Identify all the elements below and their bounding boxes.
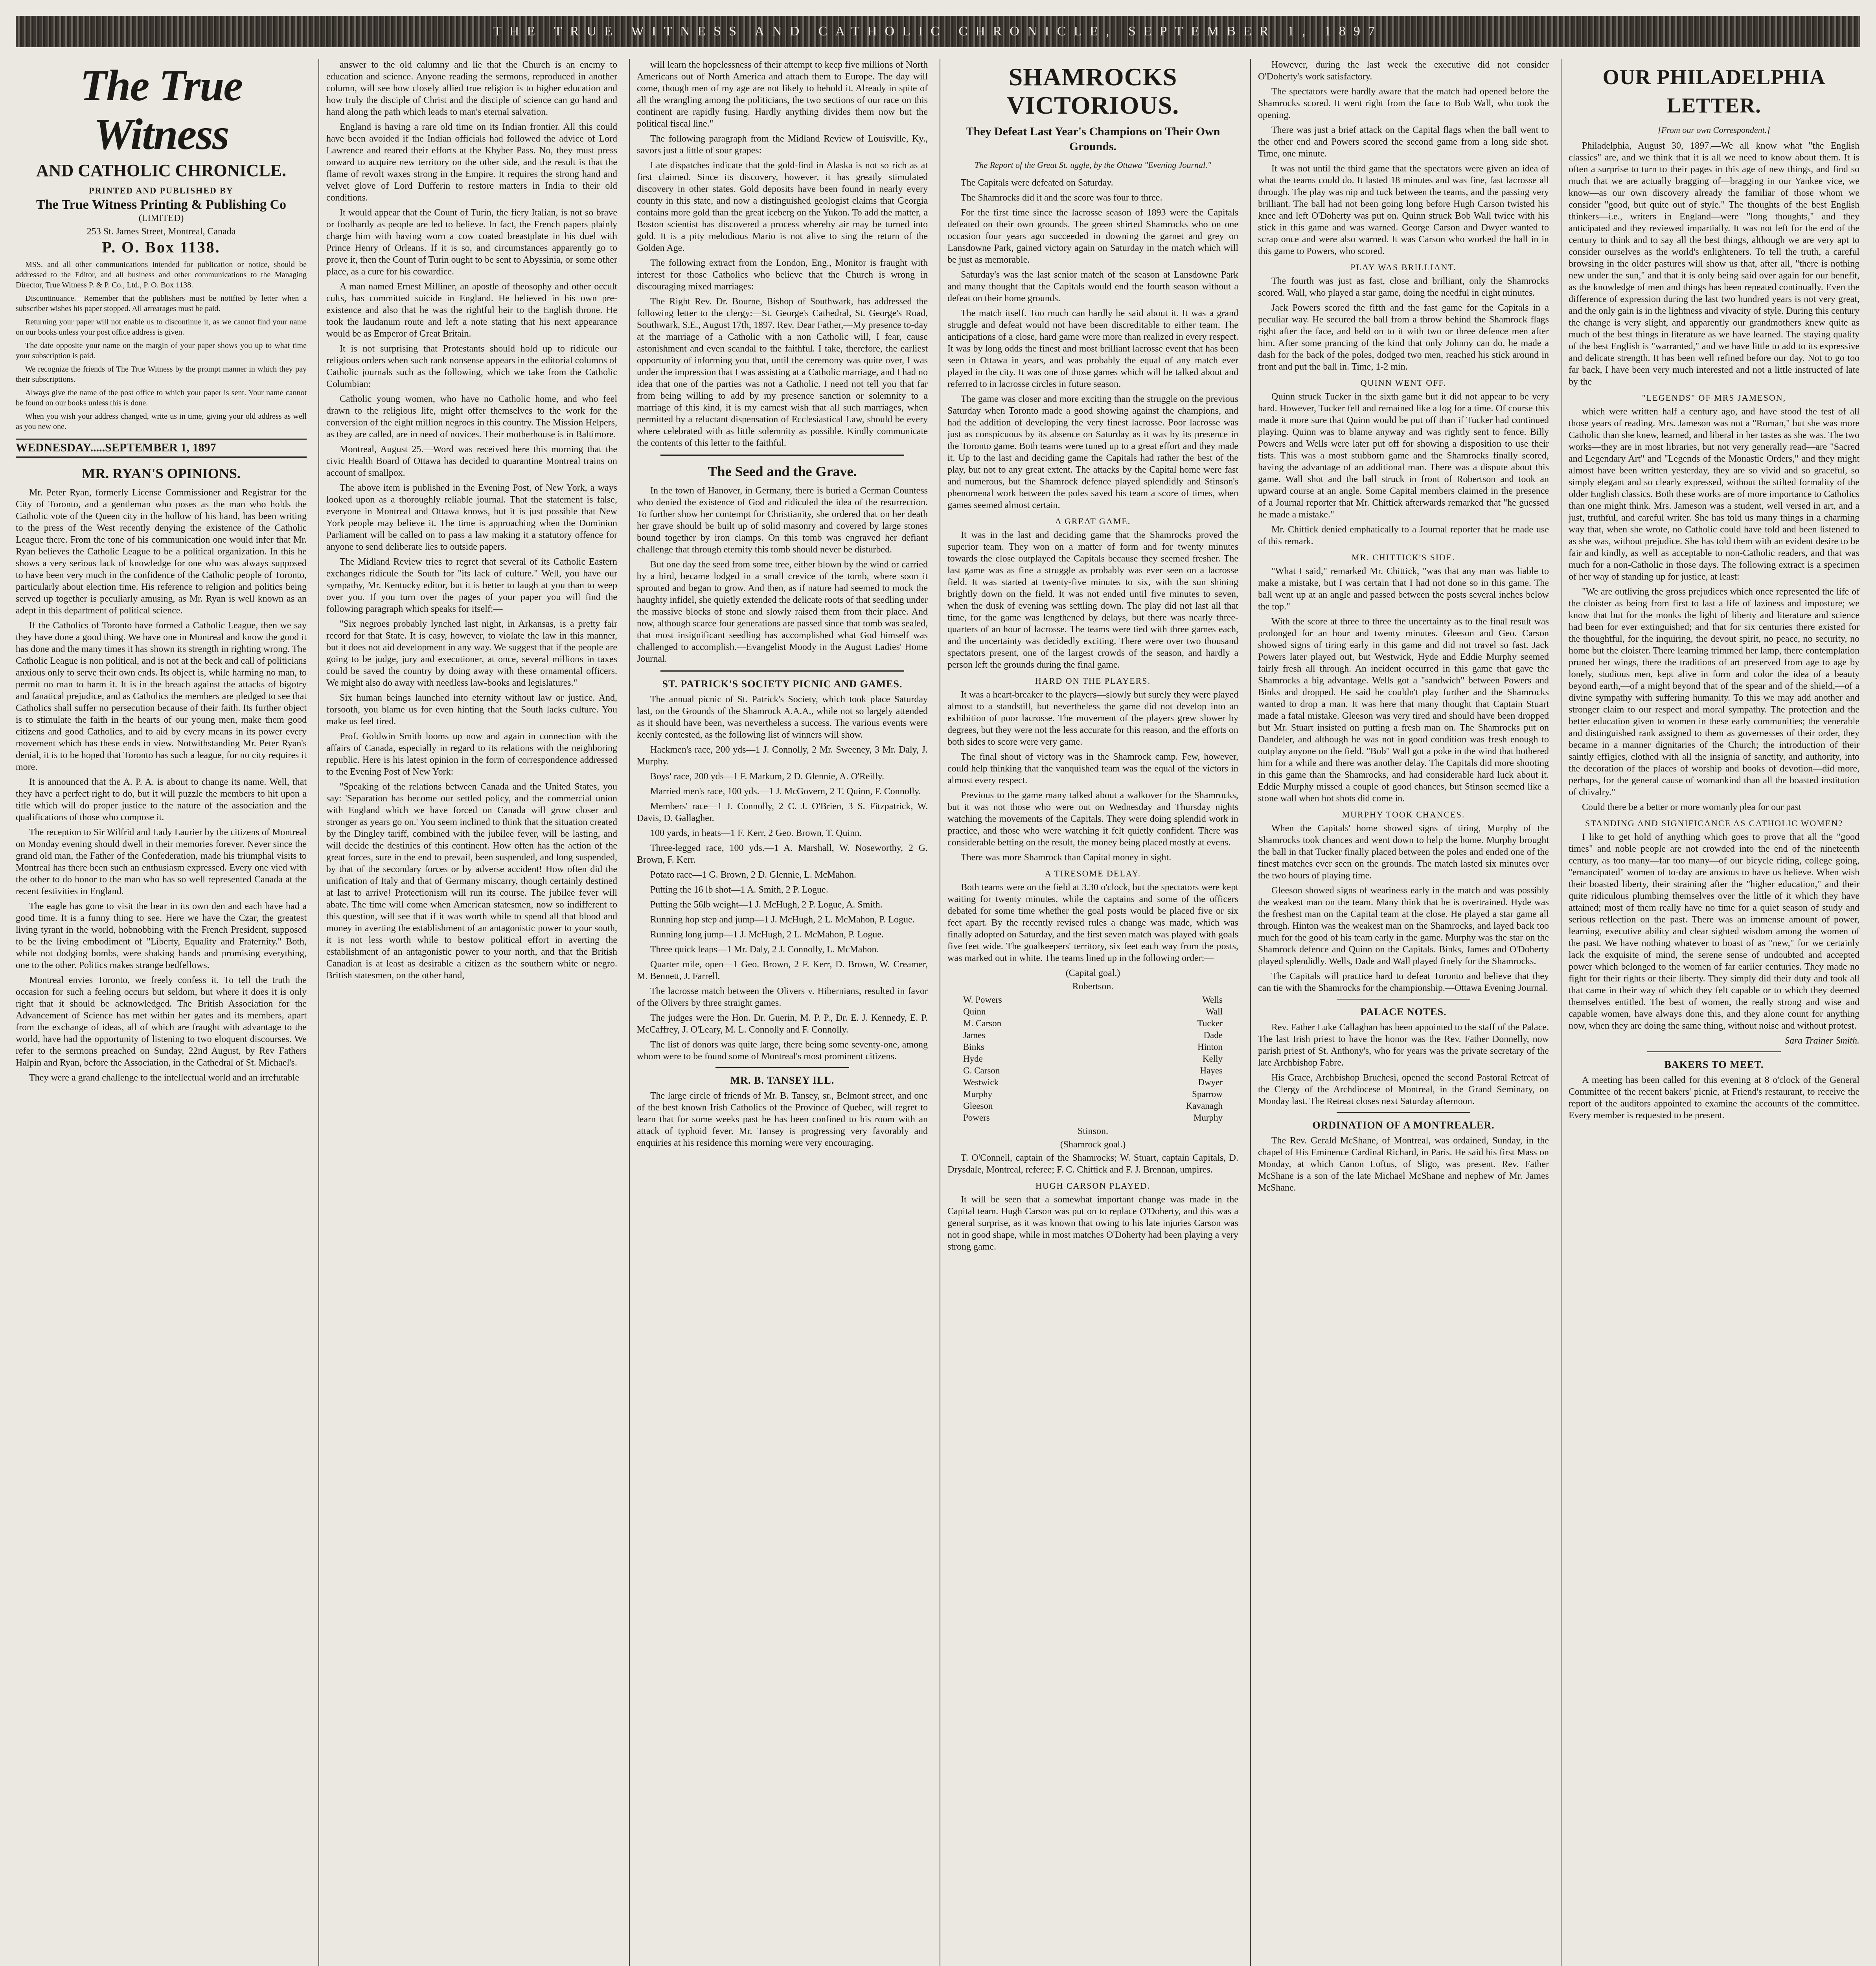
article-paragraph: Jack Powers scored the fifth and the fast game for the Capitals in a peculiar way. He secured the ball from a throw behind the Shamrock flags right after the face, and held on to it with two or three defence men after him. After some prancing of the kind that only Johnny can do, he made a dash for the back of the poles, dodged two men, reached his stick around in front and put the ball in. Time, 1-2 min. [1258,303,1549,372]
column-5 [1258,59,1549,1966]
section-divider [660,455,904,456]
article-paragraph: which were written half a century ago, and have stood the test of all those years of reading. Mrs. Jameson was not a "Roman," but she was more Catholic than she knew, learned, and liberal in her tastes as she was. The two works—they are in most libraries, but not very generally read—are "Sacred and Legendary Art" and "Legends of the Monastic Orders," and they might almost have been written yesterday, they are so vivid and so graceful, so simply elegant and so clearly expressed, without the stilted formality of the older English classics. Both these works are of more importance to Catholics than one might think. Mrs. Jameson was a student, well versed in art, and a just, truthful, and careful writer. She has told us many things in a charming way that, when she wrote, no Catholic could have told and been listened to as she was, without prejudice. She has told them with an evident desire to be fair and kindly, as well as acceptable to non-Catholic readers, and that was much for a non-Catholic in those days. The following extract is a specimen of her way of standing up for justice, at least: [1569,407,1859,582]
article-heading: MR. RYAN'S OPINIONS. [82,466,241,481]
article-paragraph: It is announced that the A. P. A. is about to change its name. Well, that they have a perfect right to do, but it will puzzle the members to hit upon a title which will do proper justice to the nature of the association and the qualifications of those who compose it. [16,777,307,823]
article-paragraph: The reception to Sir Wilfrid and Lady Laurier by the citizens of Montreal on Monday evening should dwell in their memories forever. Never since the grand old man, the Father of the Confederation, made his triumphal visits to Montreal has there been such an enthusiasm expressed. Every one vied with the other to do honor to the man who has so well represented Canada at the recent festivities in England. [16,827,307,896]
column-2 [326,59,617,1966]
article-paragraph: His Grace, Archbishop Bruchesi, opened the second Pastoral Retreat of the Clergy of the Archdiocese of Montreal, in the Grand Seminary, on Monday last. The Retreat closes next Saturday afternoon. [1258,1073,1549,1106]
article-paragraph: The Capitals will practice hard to defeat Toronto and believe that they can tie with the Shamrocks for the championship.—Ottawa Evening Journal. [1258,971,1549,993]
article-paragraph: The Shamrocks did it and the score was four to three. [961,193,1162,203]
article-paragraph: Catholic young women, who have no Catholic home, and who feel drawn to the religious life, might offer themselves to the work for the conversion of the eight million negroes in this country. The Mission Helpers, as they are called, are in need of novices. Their motherhouse is in Baltimore. [326,394,617,440]
list-item: Quarter mile, open—1 Geo. Brown, 2 F. Kerr, D. Brown, W. Creamer, M. Bennett, J. Farrell. [637,959,928,981]
list-item: Potato race—1 G. Brown, 2 D. Glennie, L. McMahon. [650,870,856,880]
lineup-row: G. Carson Hayes [963,1066,1223,1075]
list-item: Members' race—1 J. Connolly, 2 C. J. O'Brien, 3 S. Fitzpatrick, W. Davis, D. Gallagher. [637,801,928,823]
article-paragraph: answer to the old calumny and lie that the Church is an enemy to education and science. Anyone reading the sermons, reproduced in another column, will see how closely allied true religion is to higher education and how truly the disciple of Christ and the disciple of science can go hand and hand along the path which leads to man's eternal salvation. [326,60,617,117]
list-item: Running long jump—1 J. McHugh, 2 L. McMahon, P. Logue. [650,930,884,940]
article-paragraph: Mr. Chittick denied emphatically to a Journal reporter that he made use of this remark. [1258,525,1549,547]
list-item: Putting the 56lb weight—1 J. McHugh, 2 P. Logue, A. Smith. [650,900,883,910]
article-paragraph: It was not until the third game that the spectators were given an idea of what the teams could do. It lasted 18 minutes and was fine, fast lacrosse all through. The play was nip and tuck between the teams, and the passing very brilliant. The ball had not been going long before Hugh Carson twisted his knee and left O'Doherty was put on. Quinn struck Bob Wall twice with his stick in this game and was warned. George Carson and Dwyer wanted to scrap once and were also warned. It was Carson who worked the ball in in this game to Powers, who scored. [1258,164,1549,256]
section-divider [1337,999,1470,1000]
lineup-row: Quinn Wall [963,1007,1223,1016]
lineup-row: W. Powers Wells [963,995,1223,1005]
list-item: Three quick leaps—1 Mr. Daly, 2 J. Connolly, L. McMahon. [650,944,879,955]
article-paragraph: It was in the last and deciding game that the Shamrocks proved the superior team. They won on a matter of form and for twenty minutes towards the close outplayed the Capitals because they seemed fresher. The last game was as fine a struggle as probably was ever seen on a lacrosse field. It was started at twenty-five minutes to six, with the sun shining brightly down on the field. It was not ended until five minutes to seven, when the dusk of evening was settling down. The play did not last all that time, for the game was lengthened by delays, but there was nearly three-quarters of an hour of lacrosse. The teams were tied with three games each, and the uncertainty was decidedly exciting. There were over two thousand spectators present, one of the largest crowds of the season, and hardly a person left the grounds during the final game. [947,530,1238,670]
article-paragraph: It would appear that the Count of Turin, the fiery Italian, is not so brave or foolhardy as people are led to believe. In fact, the French papers plainly charge him with having worn a cow coated breastplate in his duel with Prince Henry of Orleans. If it is so, and circumstances apparently go to prove it, then the Count of Turin ought to be sent to Abyssinia, or some other place, as a cure for his cowardice. [326,208,617,277]
article-paragraph: The Right Rev. Dr. Bourne, Bishop of Southwark, has addressed the following letter to the clergy:—St. George's Cathedral, St. George's Road, Southwark, S.E., August 17th, 1897. Rev. Dear Father,—My presence to-day at the marriage of a Catholic with a non Catholic will, I fear, cause astonishment and even scandal to the faithful. I take, therefore, the earliest opportunity of informing you that, until the ceremony was quite over, I was under the impression that I was assisting at a Catholic marriage, and I had no idea that one of the parties was not a Catholic. I need not tell you that far from being willing to add by my presence sanction or solemnity to a marriage of this kind, it is my earnest wish that all such marriages, when permitted by a reluctant dispensation of Ecclesiastical Law, should be every where celebrated with as little solemnity as possible. Kindly communicate the contents of this letter to the faithful. [637,296,928,448]
article-paragraph: The list of donors was quite large, there being some seventy-one, among whom were to be found some of Montreal's most prominent citizens. [637,1040,928,1062]
article-paragraph: The judges were the Hon. Dr. Guerin, M. P. P., Dr. E. J. Kennedy, E. P. McCaffrey, J. O'Leary, M. L. Connolly and F. Connolly. [637,1013,928,1035]
article-paragraph: A man named Ernest Milliner, an apostle of theosophy and other occult cults, has committed suicide in England. He believed in his own pre-existence and also that he was the rightful heir to the English throne. He took the laudanum route and left a note stating that his next appearance would be as Emperor of Great Britain. [326,282,617,339]
running-header: THE TRUE WITNESS AND CATHOLIC CHRONICLE, SEPTEMBER 1, 1897 [16,16,1860,47]
article-paragraph: Both teams were on the field at 3.30 o'clock, but the spectators were kept waiting for twenty minutes, while the captains and some of the officers debated for some time whether the goal posts would be placed five or six feet apart. By the recently revised rules a change was made, which was finally adopted on Saturday, and the first seven match was played with goals five feet wide. The goalkeepers' territory, six feet each way from the posts, was marked out in white. The teams lined up in the following order:— [947,882,1238,963]
article-heading: The Seed and the Grave. [708,464,857,479]
column-3 [637,59,928,1966]
article-paragraph: The Rev. Gerald McShane, of Montreal, was ordained, Sunday, in the chapel of His Eminence Cardinal Richard, in Paris. He said his first Mass on Monday, at which Canon Loftus, of Sligo, was present. Rev. Father McShane is a son of the late Michael McShane and nephew of Mr. James McShane. [1258,1136,1549,1193]
subsection-heading: HUGH CARSON PLAYED. [1035,1181,1151,1191]
article-paragraph: Late dispatches indicate that the gold-find in Alaska is not so rich as at first claimed. Since its discovery, however, it has greatly stimulated discovery in other states. Gold deposits have been found in nearly every county in this state, and now a distinguished geologist claims that Georgia contains more gold than the great iceberg on the Yukon. To add the matter, a Boston scientist has discovered a process whereby air may be turned into gold. It is a pity melodious Mario is not alive to sing the return of the Golden Age. [637,160,928,253]
article-subdeck: The Report of the Great St. uggle, by the Ottawa "Evening Journal." [975,160,1211,170]
subsection-heading: MR. CHITTICK'S SIDE. [1352,552,1455,562]
article-paragraph: If the Catholics of Toronto have formed a Catholic League, then we say they have done a good thing. We have one in Montreal and know the good it has done and the many times it has shown its strength in righting wrong. The Catholic League is non political, and is not at the beck and call of politicians anxious only to serve their own ends. Its object is, while harming no man, to permit no man to harm it. It is in the breach against the attacks of bigotry and fanatical prejudice, and as Catholics the members are pledged to see that Catholics shall suffer no persecution because of their faith. Its further object is to stimulate the faith in the hearts of our young men, make them good citizens and good Catholics, and to aid by every means in its power every movement which has these ends in view. Notwithstanding Mr. Peter Ryan's denial, it is to be hoped that Toronto has such a league, for no city requires it more. [16,620,307,772]
list-item: 100 yards, in heats—1 F. Kerr, 2 Geo. Brown, T. Quinn. [650,828,862,838]
lineup-row: Gleeson Kavanagh [963,1101,1223,1111]
article-paragraph: T. O'Connell, captain of the Shamrocks; W. Stuart, captain Capitals, D. Drysdale, Montreal, referee; F. C. Chittick and F. J. Brennan, umpires. [947,1153,1238,1175]
lineup-row: James Dade [963,1030,1223,1040]
article-paragraph: The lacrosse match between the Olivers v. Hibernians, resulted in favor of the Olivers by three straight games. [637,986,928,1008]
article-paragraph: The fourth was just as fast, close and brilliant, only the Shamrocks scored. Wall, who played a star game, doing the needful in eight minutes. [1258,276,1549,298]
article-paragraph: It was a heart-breaker to the players—slowly but surely they were played almost to a standstill, but nevertheless the game did not develop into an exhibition of poor lacrosse. The movement of the players grew slower by degrees, but they were not the less accurate for this reason, and the efforts on both sides to score were very game. [947,690,1238,747]
article-paragraph: The Midland Review tries to regret that several of its Catholic Eastern exchanges ridicule the South for "its lack of culture." Well, you have our sympathy, Mr. Kentucky editor, but it is better to laugh at you than to weep over you. If you turn over the pages of your paper you will find the following paragraph which speaks for itself:— [326,557,617,614]
article-paragraph: The final shout of victory was in the Shamrock camp. Few, however, could help thinking that the vanquished team was the equal of the victors in almost every respect. [947,752,1238,786]
article-paragraph: The match itself. Too much can hardly be said about it. It was a grand struggle and defeat would not have been discreditable to either team. The anticipations of a close, hard game were more than realized in every respect. It was by long odds the finest and most brilliant lacrosse event that has been seen in Ottawa in years, and was probably the equal of any match ever played in the city. It was one of those games which will be talked about and referred to in lacrosse circles in future season. [947,308,1238,389]
masthead-subtitle: AND CATHOLIC CHRONICLE. [36,161,287,180]
article-paragraph: It will be seen that a somewhat important change was made in the Capital team. Hugh Carson was put on to replace O'Doherty, and this was a general surprise, as it was known that owing to his late injuries Carson was not in good shape, while in most matches O'Doherty had been playing a very strong game. [947,1195,1238,1252]
article-paragraph: England is having a rare old time on its Indian frontier. All this could have been avoided if the Indian officials had followed the advice of Lord Lawrence and reared their efforts at the Khyber Pass. No, they must press onward to acquire new territory on the other side, and the result is that the flame of revolt waxes strong in the Empire. It requires the strong hand and velvet glove of Lord Dufferin to restore matters in India to their old conditions. [326,122,617,203]
article-paragraph: Quinn struck Tucker in the sixth game but it did not appear to be very hard. However, Tucker fell and remained like a log for a time. Of course this made it more sure that Quinn would be put off than if Tucker had continued playing. Quinn was to blame anyway and was rightly sent to fence. Billy Powers and Wells were later put off for showing a disposition to use their fists. This was a most stubborn game and the Shamrocks finally scored, having the advantage of an additional man. There was a dispute about this game. Wall shot and the ball struck in front of Robertson and took an upward course at an angle. Some Capital members claimed in the presence of a Journal reporter that Mr. Chittick afterwards remarked that "he guessed he made a mistake." [1258,392,1549,520]
subsection-heading: A GREAT GAME. [1055,516,1131,526]
article-paragraph: Prof. Goldwin Smith looms up now and again in connection with the affairs of Canada, especially in regard to its relations with the neighboring republic. Here is his latest opinion in the form of correspondence addressed to the Evening Post of New York: [326,731,617,777]
article-paragraph: Saturday's was the last senior match of the season at Lansdowne Park and many thought that the Capitals would end the fourth season without a defeat on their home grounds. [947,270,1238,304]
article-paragraph: In the town of Hanover, in Germany, there is buried a German Countess who denied the existence of God and ridiculed the idea of the resurrection. To further show her contempt for Christianity, she ordered that on her death her grave should be built up of solid masonry and covered by large stones bound together by iron clamps. On this tomb was engraved her defiant challenge that through eternity this tomb should never be disturbed. [637,486,928,555]
author-signature: Sara Trainer Smith. [1784,1036,1859,1046]
notice-paragraph: Always give the name of the post office to which your paper is sent. Your name cannot be found on our books unless this is done. [16,388,307,407]
column-6 [1569,59,1859,1966]
article-paragraph: "What I said," remarked Mr. Chittick, "was that any man was liable to make a mistake, but I was certain that I had not done so in this game. The ball went up at an angle and passed between the posts several inches below the top." [1258,566,1549,612]
subsection-heading: MURPHY TOOK CHANCES. [1342,810,1465,819]
article-deck: They Defeat Last Year's Champions on Their Own Grounds. [966,125,1220,153]
article-paragraph: When the Capitals' home showed signs of tiring, Murphy of the Shamrocks took chances and went down to help the home. Murphy brought the ball in that Tucker finally placed between the poles and ended one of the finest matches ever seen on the grounds. The match lasted six minutes over the two hours of playing time. [1258,823,1549,881]
article-paragraph: The following paragraph from the Midland Review of Louisville, Ky., savors just a little of sour grapes: [637,134,928,156]
article-heading: MR. B. TANSEY ILL. [730,1075,835,1086]
notice-paragraph: Discontinuance.—Remember that the publishers must be notified by letter when a subscriber wishes his paper stopped. All arrearages must be paid. [16,294,307,313]
article-paragraph: "Six negroes probably lynched last night, in Arkansas, is a pretty fair record for that State. It is easy, however, to violate the law in this manner, but it does not aid development in any way. We suggest that if the people are going to be judge, jury and executioner, at once, several millions in taxes could be saved the country by doing away with these ornamental officers. We might also do away with needless law-books and legislatures." [326,619,617,688]
subsection-heading: HARD ON THE PLAYERS. [1035,676,1151,686]
column-rule [318,59,319,1966]
article-paragraph: Rev. Father Luke Callaghan has been appointed to the staff of the Palace. The last Irish priest to have the honor was the Rev. Father Donnelly, now parish priest of St. Anthony's, who for years was the private secretary of the late Archbishop Fabre. [1258,1022,1549,1068]
section-divider [660,670,904,672]
article-credit: [From our own Correspondent.] [1658,125,1770,135]
article-banner: SHAMROCKS VICTORIOUS. [1006,63,1179,119]
article-heading: PALACE NOTES. [1360,1006,1447,1018]
article-paragraph: The eagle has gone to visit the bear in its own den and each have had a good time. It is a funny thing to see. Here we have the Czar, the greatest living tyrant in the world, hobnobbing with the French President, supposed to be the living embodiment of "Liberty, Equality and Fraternity." Both, while not dodging bombs, were shaking hands and promising everything, one to the other. Politics makes strange bedfellows. [16,901,307,970]
notice-paragraph: The date opposite your name on the margin of your paper shows you up to what time your subscription is paid. [16,341,307,360]
article-paragraph: I like to get hold of anything which goes to prove that all the "good times" and noble people are not crowded into the end of the nineteenth century, as too many—far too many—of our bicycle riding, college going, "emancipated" women of to-day are anxious to have us believe. When wish their boasted liberty, their straining after the "higher education," and their quite ridiculous plumbing themselves over the little of it which they have attained; most of them really have no time for a quiet season of study and serious reflection on the past. There was an immense amount of power, learning, executive ability and clear sighted wisdom among the women of the past. We have nothing whatever to boast of as "new," for we certainly lack the exquisite of mind, the serene sense of undoubted and accepted power which belonged to the women of far earlier centuries. They made no fight for their rights or their liberty. They simply did their duty and took all that came in their way of which they felt capable or to which they deemed themselves entitled. The best of women, the really strong and wise and capable women, have always done this, and they alone count for anything now, when they are doing the same thing, without noise and without protest. [1569,832,1859,1031]
lineup-row: Binks Hinton [963,1042,1223,1052]
article-paragraph: The above item is published in the Evening Post, of New York, a ways looked upon as a thoroughly reliable journal. That the statement is false, everyone in Montreal and Ottawa knows, but it is just possible that New York people may believe it. The time is approaching when the Dominion Parliament will be called on to pass a law making it a statutory offence for anyone to send deliberate lies to outside papers. [326,483,617,552]
list-item: Running hop step and jump—1 J. McHugh, 2 L. McMahon, P. Logue. [650,915,915,925]
lineup-row: Powers Murphy [963,1113,1223,1123]
article-paragraph: Mr. Peter Ryan, formerly License Commissioner and Registrar for the City of Toronto, and a gentleman who poses as the man who holds the Catholic vote of the Queen city in the hollow of his hand, has been writing to the press of the West recently denying the existence of the Catholic League there. From the tone of his communication one would infer that Mr. Ryan believes the Catholic League to be a political organization. In this he shows a very serious lack of knowledge for one who was always supposed to have been very much in the confidence of the Catholic people of Toronto, particularly about election time. His reference to religion and politics being served up together is peculiarly amusing, as Mr. Ryan is well known as an adept in this department of political science. [16,488,307,616]
article-paragraph: The annual picnic of St. Patrick's Society, which took place Saturday last, on the Grounds of the Shamrock A.A.A., while not so largely attended as it should have been, was nevertheless a success. The various events were keenly contested, as the following list of winners will show. [637,694,928,740]
section-divider [1337,1112,1470,1113]
section-divider [715,1067,849,1068]
article-paragraph: will learn the hopelessness of their attempt to keep five millions of North Americans out of North America and attach them to Europe. The day will come, though men of my age are not likely to behold it. Already in spite of all the wrangling among the politicians, the two sections of our race on this continent are rapidly fusing. Hardly anything divides them now but the political fiscal line." [637,60,928,129]
article-paragraph: "Speaking of the relations between Canada and the United States, you say: 'Separation has become our settled policy, and the commercial union with England which we have forced on Canada will grow closer and stronger as years go on.' You seem inclined to think that the situation created by the Dingley tariff, combined with the jubilee fever, will be lasting, and will decide the destinies of this continent. How often has the action of the great forces, sure in the end to prevail, been suspended, and long suspended, by that of the secondary forces or by adverse accident! How often did the unification of Italy and that of Germany miscarry, though certainly destined at last to arrive! Protectionism will run its course. The jubilee fever will abate. The time will come when American statesmen, now so indifferent to this question, will see that if it was worth while to spend all that blood and money in averting the establishment of an antagonistic power to your south, it is not less worth while to bestow political effort in averting the establishment of an antagonistic power to your north, and that the British Canadian is at least as desirable a citizen as the southern white or negro. British statesmen, on the other hand, [326,782,617,981]
article-paragraph: Montreal, August 25.—Word was received here this morning that the civic Health Board of Ottawa has decided to quarantine Montreal trains on account of smallpox. [326,444,617,478]
article-paragraph: "We are outliving the gross prejudices which once represented the life of the cloister as being from first to last a life of laziness and imposture; we know that but for the monks the light of liberty and literature and science had been for ever extinguished; and that for six centuries there existed for the thoughtful, for the inquiring, the devout spirit, no peace, no security, no home but the cloister. There learning trimmed her lamp, there contemplation pruned her wings, there the traditions of art preserved from age to age by lonely, studious men, kept alive in form and color the idea of a beauty beyond earth,—of a might beyond that of the spear and of the shield,—of a divine sympathy with suffering humanity. To this we may add another and stronger claim to our respect and moral sympathy. The protection and the better education given to women in these early communities; the venerable and distinguished rank assigned to them as governesses of their order, they became in a manner dignitaries of the Church; the introduction of their saintly effigies, clothed with all the insignia of sanctity, and authority, into the decoration of the places of worship and books of devotion—did more, perhaps, for the general cause of womankind than all the boasted institution of chivalry." [1569,587,1859,797]
article-paragraph: The following extract from the London, Eng., Monitor is fraught with interest for those Catholics who believe that the Church is wrong in discouraging mixed marriages: [637,258,928,292]
article-paragraph: The spectators were hardly aware that the match had opened before the Shamrocks scored. It went right from the face to Bob Wall, who took the opening. [1258,87,1549,120]
column-1 [16,59,307,1966]
article-paragraph: A meeting has been called for this evening at 8 o'clock of the General Committee of the recent bakers' picnic, at Friend's restaurant, to receive the report of the auditors appointed to examine the accounts of the committee. Every member is requested to be present. [1569,1075,1859,1121]
article-banner: OUR PHILADELPHIA LETTER. [1602,65,1826,117]
lineup-goalkeeper: Stinson. [1077,1126,1109,1136]
lineup-row: Westwick Dwyer [963,1077,1223,1087]
article-paragraph: Previous to the game many talked about a walkover for the Shamrocks, but it was not those who were out on Wednesday and Thursday nights watching the movements of the Capitals. They were doing splendid work in practice, and those who were watching it felt quietly confident. There was considerable betting on the result, the money being placed mostly at evens. [947,790,1238,848]
article-paragraph: Six human beings launched into eternity without law or justice. And, forsooth, you blame us for even hinting that the South lacks culture. You make us feel tired. [326,693,617,727]
article-paragraph: There was just a brief attack on the Capital flags when the ball went to the other end and Powers scored the second game from a long side shot. Time, one minute. [1258,125,1549,159]
printed-by: PRINTED AND PUBLISHED BY [89,186,234,195]
subsection-heading: QUINN WENT OFF. [1360,378,1447,388]
lineup-goalkeeper: Robertson. [1072,981,1114,992]
subsection-heading: A TIRESOME DELAY. [1045,869,1141,878]
section-divider [1647,1051,1781,1052]
list-item: Boys' race, 200 yds—1 F. Markum, 2 D. Glennie, A. O'Reilly. [650,771,885,782]
publisher-limited: (LIMITED) [138,213,184,223]
lineup-row: Murphy Sparrow [963,1089,1223,1099]
publisher-address: 253 St. James Street, Montreal, Canada [86,226,236,237]
list-item: Hackmen's race, 200 yds—1 J. Connolly, 2 Mr. Sweeney, 3 Mr. Daly, J. Murphy. [637,745,928,767]
list-item: Married men's race, 100 yds.—1 J. McGovern, 2 T. Quinn, F. Connolly. [650,786,921,797]
list-item: Three-legged race, 100 yds.—1 A. Marshall, W. Noseworthy, 2 G. Brown, F. Kerr. [637,843,928,865]
lineup-heading: (Shamrock goal.) [1060,1139,1126,1150]
article-paragraph: Gleeson showed signs of weariness early in the match and was possibly the weakest man on the team. Many think that he is overtrained. Hyde was the freshest man on the Capital team at the close. He played a star game all through. Hinton was the weakest man on the Shamrocks, and layed back too much for the good of his team early in the game. Murphy was the star on the Shamrock defence and Quinn on the Capitals. Binks, James and O'Doherty played splendidly. Wells, Dade and Wall played finely for the Shamrocks. [1258,885,1549,966]
article-heading: ORDINATION OF A MONTREALER. [1312,1119,1495,1131]
column-4 [947,59,1238,1966]
article-paragraph: With the score at three to three the uncertainty as to the final result was prolonged for an hour and twenty minutes. Gleeson and Geo. Carson showed signs of tiring early in this game and did not travel so fast. Jack Powers later played out, but Westwick, Hyde and Eddie Murphy seemed fairly fresh all through. An incident occurred in this game that gave the Shamrocks a big advantage. Wells got a "sandwich" between Powers and Binks and dropped. He said he couldn't play further and the Shamrocks wanted to drop a man. It was here that many thought that Captain Stuart made a fatal mistake. Gleeson was very tired and should have been dropped but Mr. Stuart insisted on putting a fresh man on. The Shamrocks put on Dandeler, and although he was not in good condition was fresh enough to outplay anyone on the field. "Bob" Wall got a poke in the wind that bothered him for a while and there was another delay. The Capitals did more shooting in this game than the Shamrocks, and had considerable hard luck about it. Eddie Murphy missed a couple of good chances, but Stinson seemed like a stone wall when hot shots did come in. [1258,617,1549,804]
pobox: P. O. Box 1138. [102,238,221,256]
newspaper-page [16,16,1860,1966]
notice-paragraph: Returning your paper will not enable us to discontinue it, as we cannot find your name on our books unless your post office address is given. [16,318,307,337]
subsection-heading: PLAY WAS BRILLIANT. [1350,262,1457,272]
article-paragraph: It is not surprising that Protestants should hold up to ridicule our religious orders when such rank nonsense appears in the editorial columns of Catholic journals such as the following, which we take from the Catholic Columbian: [326,344,617,389]
publisher-name: The True Witness Printing & Publishing Co [36,197,287,212]
article-heading: ST. PATRICK'S SOCIETY PICNIC AND GAMES. [662,678,903,690]
subsection-heading: STANDING AND SIGNIFICANCE AS CATHOLIC WOMEN? [1585,818,1843,828]
notice-paragraph: MSS. and all other communications intended for publication or notice, should be addressed to the Editor, and all business and other communications to the Managing Director, True Witness P. & P. Co., Ltd., P. O. Box 1138. [16,260,307,289]
column-rule [1250,59,1251,1966]
article-paragraph: However, during the last week the executive did not consider O'Doherty's work satisfactory. [1258,60,1549,82]
lineup-row: Hyde Kelly [963,1054,1223,1064]
article-paragraph: The Capitals were defeated on Saturday. [961,178,1113,188]
notice-paragraph: When you wish your address changed, write us in time, giving your old address as well as you new one. [16,412,307,431]
notice-paragraph: We recognize the friends of The True Witness by the prompt manner in which they pay their subscriptions. [16,365,307,384]
article-paragraph: But one day the seed from some tree, either blown by the wind or carried by a bird, became lodged in a small crevice of the tomb, where soon it sprouted and began to grow. And then, as if nature had seemed to mock the haughty infidel, she quietly extended the delicate roots of that seedling under the massive blocks of stone and slowly raised them from their place. And now, although scarce four generations are passed since that tomb was sealed, that most insignificant seedling has accomplished what God himself was challenged to accomplish.—Evangelist Moody in the August Ladies' Home Journal. [637,560,928,664]
article-paragraph: The game was closer and more exciting than the struggle on the previous Saturday when Toronto made a good showing against the champions, and had the addition of developing the very finest lacrosse. Poor lacrosse was just as conspicuous by its absence on Saturday as it was by its presence in the Toronto game. Both teams were tuned up to a great effort and they made it. Up to the last and deciding game the Capitals had rather the best of the play, but not to any great extent. The attacks by the Capital home were fast and numerous, but the Shamrock defence played splendidly and Stinson's phenomenal work between the poles saved his team a score of times, when games seemed almost certain. [947,394,1238,510]
article-paragraph: Could there be a better or more womanly plea for our past [1582,802,1801,812]
article-paragraph: The large circle of friends of Mr. B. Tansey, sr., Belmont street, and one of the best known Irish Catholics of the Province of Quebec, will regret to learn that for some weeks past he has been confined to his room with an attack of typhoid fever. Mr. Tansey is progressing very favorably and enquiries at his residence this morning were very encouraging. [637,1091,928,1148]
article-paragraph: For the first time since the lacrosse season of 1893 were the Capitals defeated on their own grounds. The green shirted Shamrocks who on one occasion four years ago succeeded in downing the garnet and grey on Lansdowne Park, gained victory again on Saturday in the match which will be just as memorable. [947,208,1238,265]
lineup-heading: (Capital goal.) [1065,968,1120,978]
article-heading: BAKERS TO MEET. [1664,1059,1764,1070]
article-paragraph: Montreal envies Toronto, we freely confess it. To tell the truth the occasion for such a feeling occurs but seldom, but where it does it is only right that it should be acknowledged. The British Association for the Advancement of Science has met within her gates and its members, apart from the exchange of ideas, all of which are fraught with advantage to the world, have had the opportunity of listening to two eloquent discourses. We refer to the sermons preached on Sunday, 22nd August, by Rev Fathers Halpin and Ryan, before the Association, in the Cathedral of St. Michael's. [16,975,307,1068]
list-item: Putting the 16 lb shot—1 A. Smith, 2 P. Logue. [650,885,828,895]
column-rule [629,59,630,1966]
article-paragraph: Philadelphia, August 30, 1897.—We all know what "the English classics" are, and we think that it is all we need to know about them. It is often a surprise to turn to their pages in this age of new things, and find so much that we are actually bragging of—bragging in our Yankee vice, we know—as our own discovery already the familiar of those whom we consider "good, but quite out of style." The thoughts of the best English thinkers—i.e., writers in England—were "long thoughts," and they anticipated and they reviewed impartially. It was not left for the end of the century to think and to say all the best things, although we are very apt to consider ourselves as the world's enlighteners. To tell the truth, a careful browsing in the older pastures will show us that, after all, "there is nothing new under the sun," and that it is only being said over again for our benefit, as the knowledge of men and things has been repeated continually. Even the difference of expression during the last two hundred years is not very great, and the only gain is in the lightness and vivacity of style. During this century the change is very slight, and apparently our grandmothers knew quite as much of the best things in literature as we have learned. The staying quality of the best English is "warranted," and we have little to add to its expressive and delicate strength. It has been well refined before our day. Not to go too far back, I have been very much interested and not a little instructed of late by the [1569,141,1859,387]
subsection-heading: "LEGENDS" OF MRS JAMESON, [1642,393,1786,403]
article-paragraph: There was more Shamrock than Capital money in sight. [961,852,1172,863]
dateline: WEDNESDAY.....SEPTEMBER 1, 1897 [16,438,307,458]
lineup-row: M. Carson Tucker [963,1018,1223,1028]
masthead-title: The True Witness [80,61,243,159]
article-paragraph: They were a grand challenge to the intellectual world and an irrefutable [29,1073,300,1083]
